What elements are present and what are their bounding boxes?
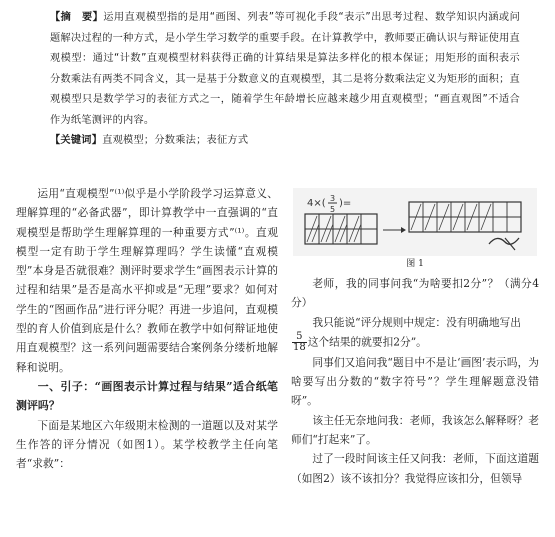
abstract-block [50, 8, 520, 152]
abstract-text: 运用直观模型指的是用“画图、列表”等可视化手段“表示”出思考过程、数学知识内涵或问题解决过程的一种方式，是小学生学习数学的重要手段。在计算教学中，教师要正确认识与辩证使用直观模型：通过“计数”直观模型材料获得正确的计算结果是算法多样化的根本保证；用矩形的面积表示分数乘法有两类不同含义，其一是基于分数意义的直观模型，其二是将分数乘法定义为矩形的面积；直观模型只是数学学习的表征方式之一，随着学生年龄增长应越来越少用直观模型；“画直观图”不适合作为纸笔测评的内容。 [50, 12, 521, 126]
section-paragraph: 下面是某地区六年级期末检测的一道题以及对某学生作答的评分情况（如图1）。某学校教学主任向笔者“求救”： [16, 418, 278, 471]
right-paragraph-5: 过了一段时间该主任又问我：老师，下面这道题（如图2）该不该扣分？我觉得应该扣分，但领导 [291, 452, 539, 485]
abstract-paragraph [50, 8, 520, 131]
svg-text:)=: )= [339, 198, 352, 209]
right-paragraph-4: 该主任无奈地问我：老师，我该怎么解释呀？老师们“打起来”了。 [291, 413, 539, 447]
right-paragraph-1: 老师，我的同事问我“为啥要扣2分”？（满分4分） [291, 277, 539, 310]
figure-1 [293, 188, 537, 256]
body-left-column [16, 184, 278, 473]
figure-frac-den: 5 [330, 205, 336, 214]
abstract-label: 【摘 要】 [50, 12, 104, 23]
keywords-text: 直观模型；分数乘法；表征方式 [102, 135, 249, 146]
right-paragraph-2-post: 这个结果的就要扣2分”。 [307, 335, 427, 349]
section-heading: 一、引子：“画图表示计算过程与结果”适合纸笔测评吗？ [16, 379, 278, 413]
right-paragraph-2-pre: 我只能说“评分规则中规定：没有明确地写出 [312, 315, 521, 329]
right-paragraph-2 [291, 313, 539, 332]
body-right-column [291, 184, 539, 488]
keywords-label: 【关键词】 [50, 135, 103, 146]
right-paragraph-2-cont [291, 332, 539, 353]
figure-handwriting: 4×( [307, 198, 326, 209]
fraction-5-18 [292, 332, 307, 353]
fraction-numerator: 5 [292, 332, 307, 343]
keywords-paragraph [50, 131, 520, 152]
intro-paragraph: 运用“直观模型”⁽¹⁾似乎是小学阶段学习运算意义、理解算理的“必备武器”，即计算教学中一直强调的“直观模型是帮助学生理解算理的一种重要方式”⁽¹⁾。直观模型一定有助于学生理解算理吗？学生读懂“直观模型”本身是否就很难？测评时要求学生“画图表示计算的过程和结果”是否是高水平抑或是“无理”要求？如何对学生的“图画作品”进行评分呢？再进一步追问，直观模型的育人价值到底是什么？教师在教学中如何辩证地使用直观模型？这一系列问题需要结合案例条分缕析地解释和说明。 [16, 187, 278, 374]
right-paragraph-3: 同事们又追问我“题目中不是让‘画图’表示吗，为啥要写出分数的“数字符号”？学生理解题意没错呀”。 [291, 355, 539, 408]
figure-1-drawing [293, 188, 537, 256]
figure-1-caption: 图 1 [406, 259, 424, 269]
figure-frac-num: 3 [330, 194, 336, 203]
fraction-denominator: 18 [293, 341, 306, 353]
